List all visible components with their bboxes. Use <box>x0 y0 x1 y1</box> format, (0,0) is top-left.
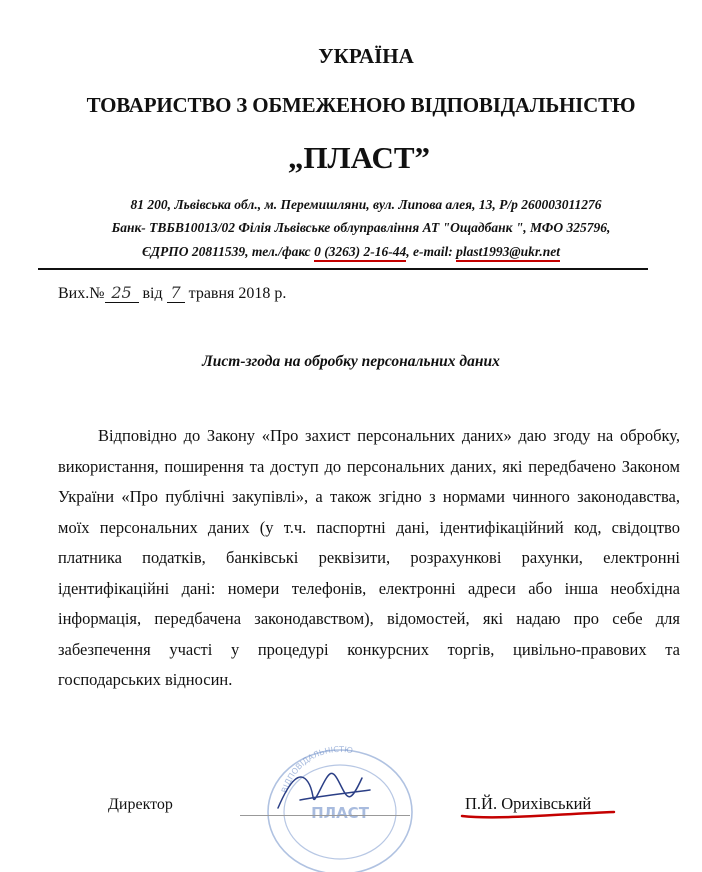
letter-title: Лист-згода на обробку персональних даних <box>202 353 500 370</box>
email-label: , e-mail: <box>406 244 457 259</box>
outgoing-from-label: від <box>138 285 167 302</box>
address-line-3 <box>0 244 702 260</box>
seal-center-text: ПЛАСТ <box>311 804 369 822</box>
company-name-heading: „ПЛАСТ” <box>287 140 431 175</box>
director-title: Директор <box>108 796 173 813</box>
letter-body: Відповідно до Закону «Про захист персональних даних» даю згоду на обробку, використання, поширення та доступ до персональних даних, які передбачено Законом України «Про публічні закупівлі», а також згідно з нормами чинного законодавства, моїх персональних даних (у т.ч. паспортні дані, ідентифікаційний код, свідоцтво платника податків, банківські реквізити, розрахункові рахунки, електронні ідентифікаційні дані: номери телефонів, електронні адреси або інша необхідна інформація, передбачена законодавством), відомостей, які надаю про себе для забезпечення участі у процедурі конкурсних торгів, цивільно-правових та господарських відносин. <box>58 426 680 689</box>
address-line-1: 81 200, Львівська обл., м. Перемишляни, вул. Липова алея, 13, Р/р 260003011276 <box>130 197 602 212</box>
signer-red-underline <box>458 804 618 824</box>
company-type-heading: ТОВАРИСТВО З ОБМЕЖЕНОЮ ВІДПОВІДАЛЬНІСТЮ <box>86 93 636 117</box>
edrpo-phone-label: ЄДРПО 20811539, тел./факс <box>141 244 315 259</box>
outgoing-number <box>58 283 286 303</box>
outgoing-month-year: травня 2018 р. <box>184 285 287 302</box>
phone-number: 0 (3263) 2-16-44 <box>314 244 406 262</box>
email-address: plast1993@ukr.net <box>456 244 560 262</box>
header-divider <box>38 268 648 270</box>
address-line-2: Банк- ТВБВ10013/02 Філія Львівське облуправління АТ "Ощадбанк ", МФО 325796, <box>111 220 611 235</box>
signature-line <box>240 815 410 816</box>
seal-arc-text: ВІДПОВІДАЛЬНІСТЮ <box>279 744 354 794</box>
country-heading: УКРАЇНА <box>318 44 414 68</box>
outgoing-number-value: 25 <box>105 283 139 303</box>
outgoing-prefix: Вих.№ <box>58 285 105 302</box>
outgoing-day: 7 <box>167 283 185 303</box>
director-signature <box>270 760 380 820</box>
signer-name: П.Й. Орихівський <box>465 794 592 813</box>
